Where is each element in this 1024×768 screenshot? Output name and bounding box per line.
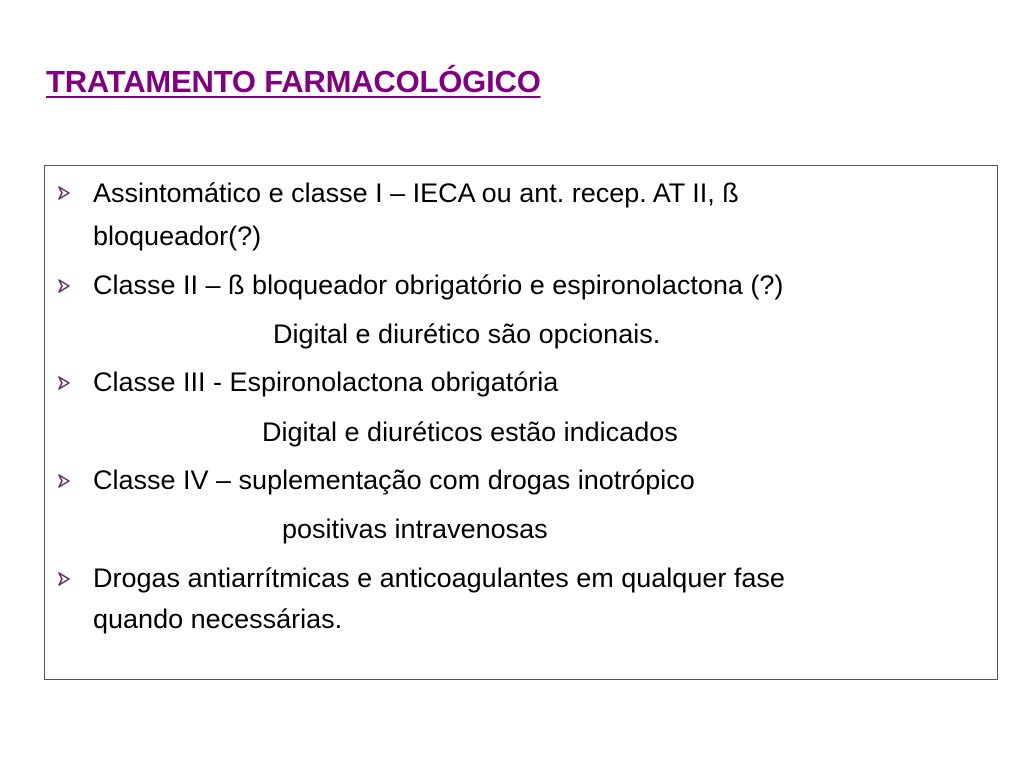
arrowhead-bullet-icon [56, 473, 72, 489]
bullet-4-continuation: positivas intravenosas [282, 514, 548, 544]
bullet-5-line-1: Drogas antiarrítmicas e anticoagulantes em qualquer fase [93, 563, 785, 593]
bullet-3-continuation: Digital e diuréticos estão indicados [262, 417, 678, 447]
bullet-2-line-1: Classe II – ß bloqueador obrigatório e espironolactona (?) [93, 270, 784, 300]
bullet-2-continuation: Digital e diurético são opcionais. [273, 319, 661, 349]
bullet-1-line-1: Assintomático e classe I – IECA ou ant. recep. AT II, ß [93, 178, 739, 208]
arrowhead-bullet-icon [56, 185, 72, 201]
arrowhead-bullet-icon [56, 375, 72, 391]
bullet-4-line-1: Classe IV – suplementação com drogas inotrópico [93, 465, 695, 495]
bullet-1-line-2: bloqueador(?) [93, 221, 262, 251]
bullet-3-line-1: Classe III - Espironolactona obrigatória [93, 367, 559, 397]
slide-title: TRATAMENTO FARMACOLÓGICO [46, 64, 541, 99]
arrowhead-bullet-icon [56, 571, 72, 587]
bullet-5-line-2: quando necessárias. [93, 604, 343, 634]
arrowhead-bullet-icon [56, 278, 72, 294]
